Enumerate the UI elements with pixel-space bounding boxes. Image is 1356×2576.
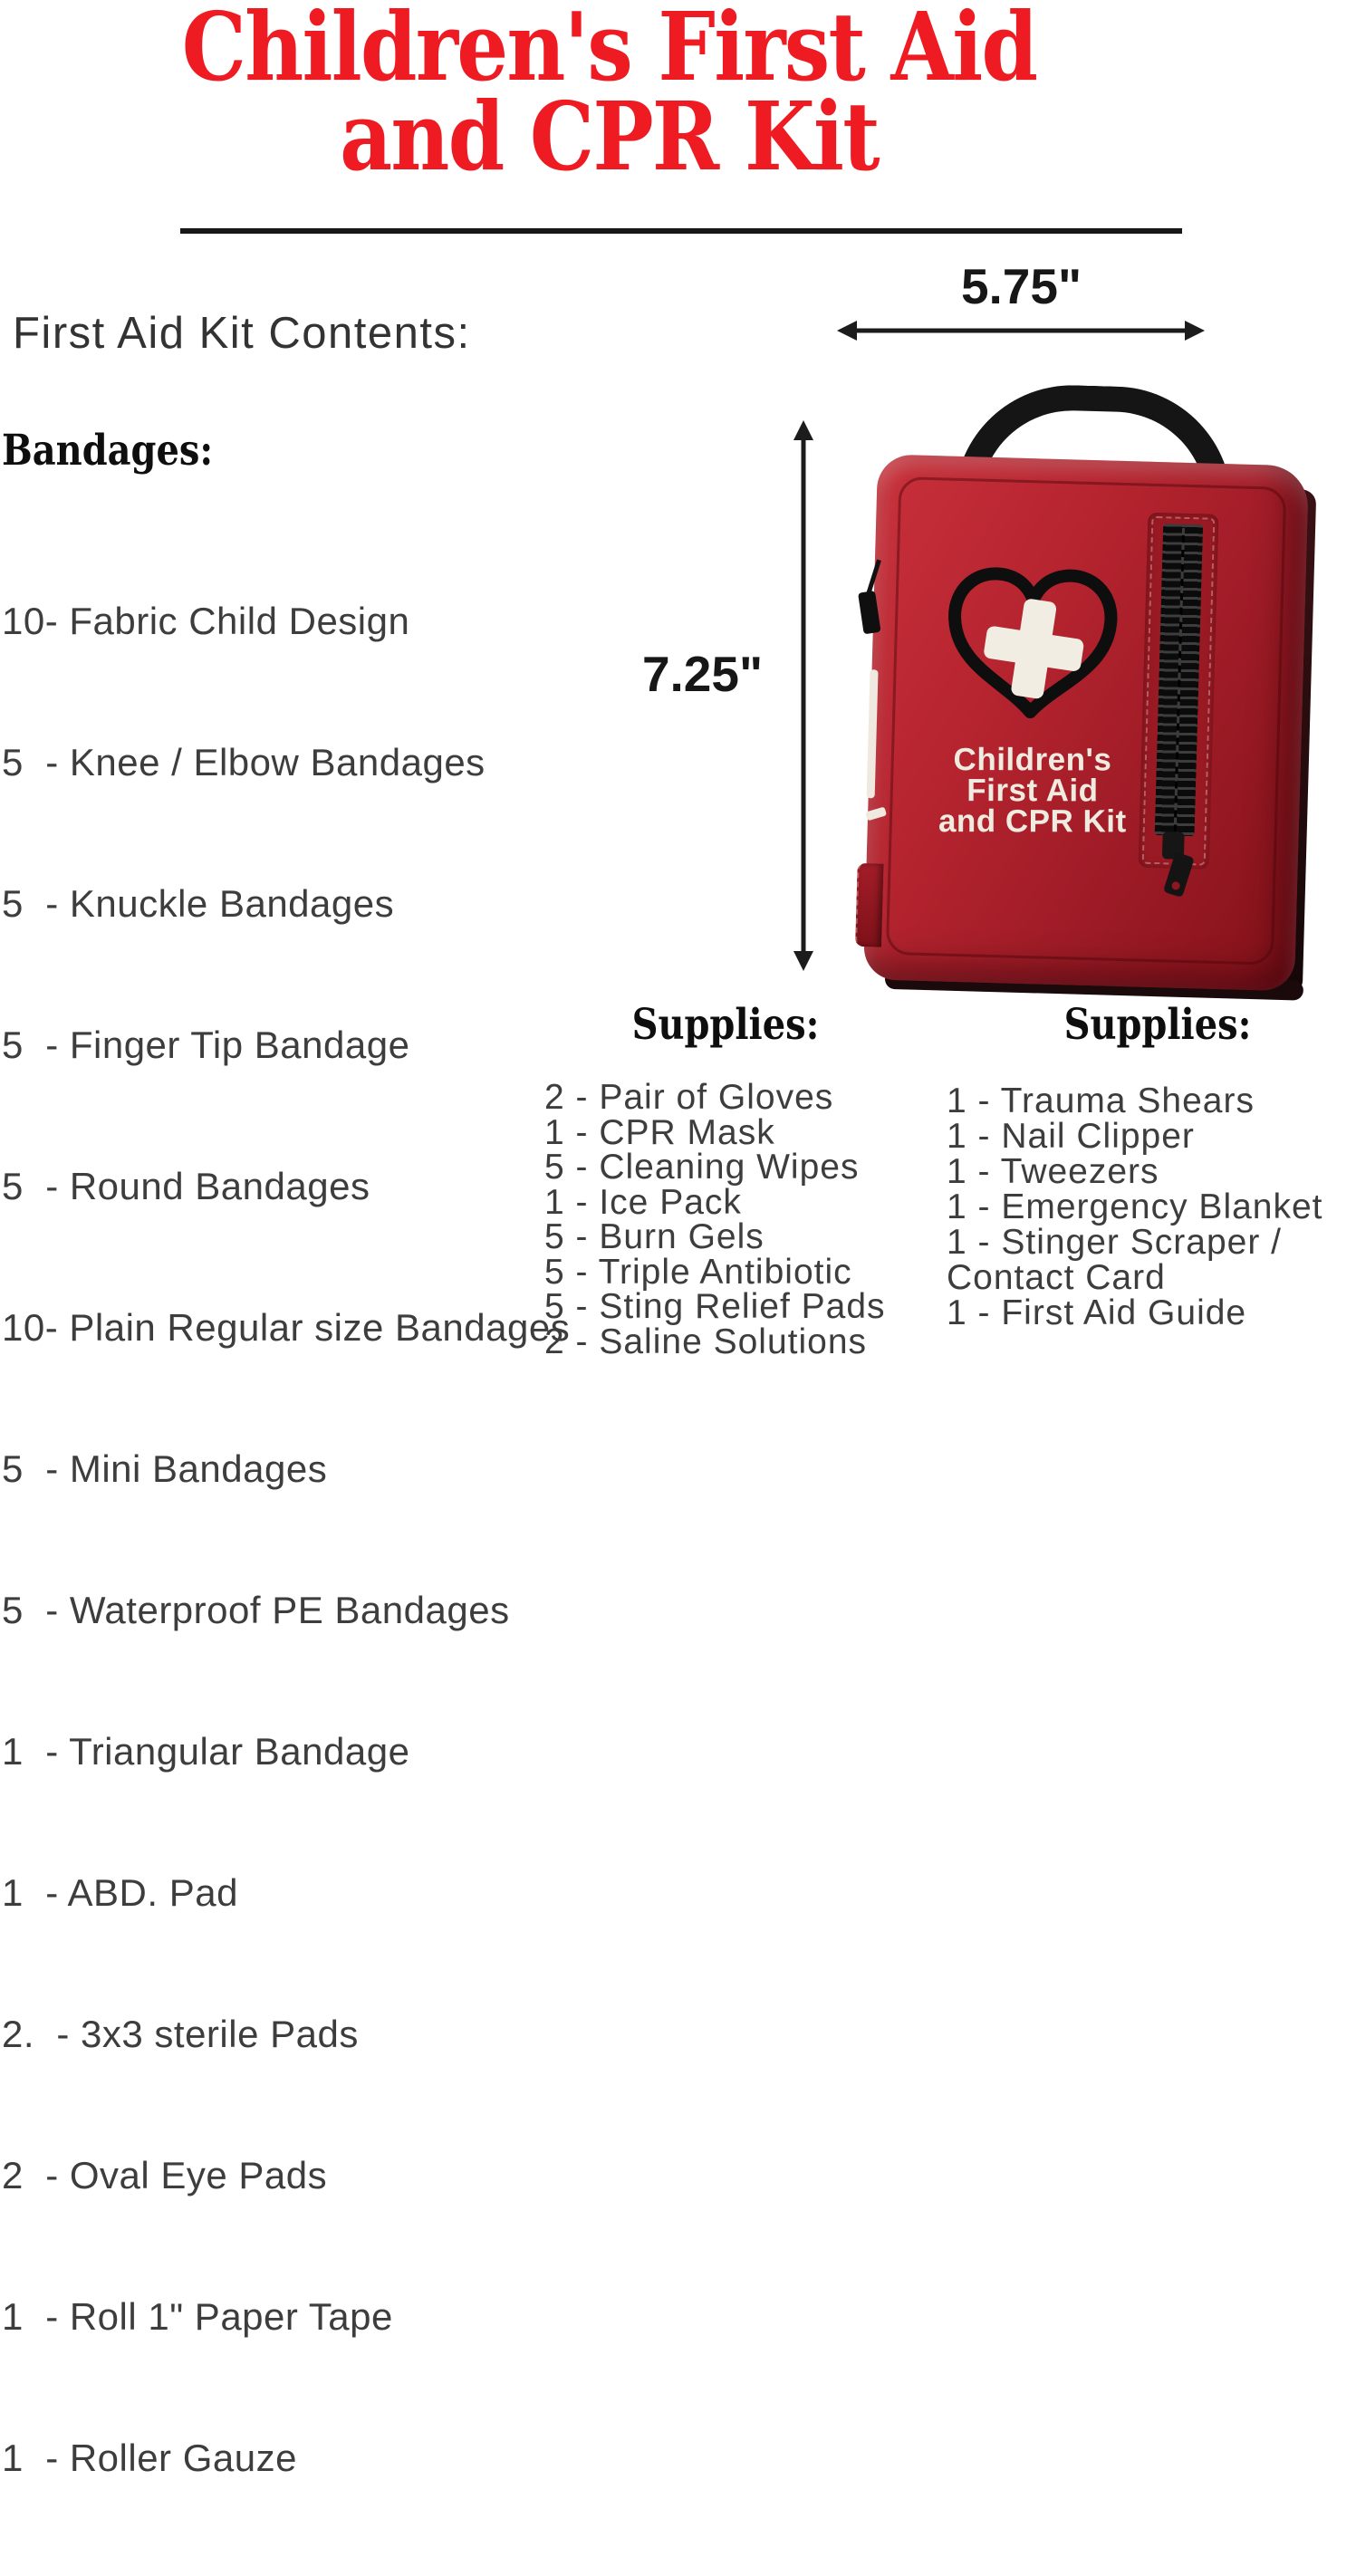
list-item: 1 - CPR Mask [544,1112,775,1152]
first-aid-bag-illustration [863,378,1316,995]
list-item: 1 - Triangular Bandage [2,1730,410,1773]
list-item: 2. - 3x3 sterile Pads [2,2013,359,2055]
list-item: 2 - Saline Solutions [544,1322,868,1361]
supplies-list-right [947,1083,1356,1331]
list-item: 10- Fabric Child Design [2,600,410,642]
side-zipper-pull [858,591,881,634]
bag-label-line2: First Aid [967,773,1099,809]
list-item: 1 - Roll 1" Paper Tape [2,2295,393,2338]
bag-printed-label [901,742,1164,840]
side-logo-fragment-nub [865,807,887,822]
width-dimension-arrow-icon [835,319,1207,342]
list-item: 10- Plain Regular size Bandages [2,1306,571,1349]
bag-body [863,454,1309,991]
bag-bottom-edge [885,969,1303,1001]
list-item: 5 - Sting Relief Pads [544,1287,886,1326]
list-item: 1 - Tweezers [947,1152,1159,1191]
bag-right-edge [1286,489,1317,995]
supplies-heading-right: Supplies: [1063,1000,1252,1050]
side-fabric-tab [855,863,884,947]
supplies-list-middle [544,1078,907,1361]
zipper-teeth-centerline [1174,528,1185,832]
page-title-line1: Children's First Aid [181,0,1037,102]
list-item: 5 - Knee / Elbow Bandages [2,741,486,783]
list-item: 1 - Emergency Blanket [947,1187,1323,1226]
height-dimension-arrow-icon [790,418,817,973]
list-item: 5 - Cleaning Wipes [544,1148,860,1187]
list-item: 2 - Oval Eye Pads [2,2154,328,2196]
bandages-heading: Bandages: [2,426,214,476]
list-item: 2 - Pair of Gloves [544,1078,834,1117]
supplies-heading-middle: Supplies: [631,1000,820,1050]
bag-label-line1: Children's [953,742,1112,778]
contents-heading: First Aid Kit Contents: [13,309,471,358]
list-item: 1 - Roller Gauze [2,2437,297,2479]
heart-cross-logo-icon [930,544,1134,731]
page-title [85,0,1133,192]
list-item: 1 - Ice Pack [544,1182,742,1222]
zipper-teeth [1155,524,1204,836]
bandages-list [2,504,570,2576]
list-item: 1 - ABD. Pad [2,1871,238,1914]
height-dimension-label: 7.25" [641,646,764,702]
page-title-line2: and CPR Kit [340,81,879,192]
list-item: 1 - Stinger Scraper / Contact Card [947,1223,1282,1297]
list-item: 5 - Round Bandages [2,1165,370,1207]
list-item: 5 - Knuckle Bandages [2,882,395,925]
bag-label-line3: and CPR Kit [938,803,1127,840]
list-item: 5 - Burn Gels [544,1217,765,1256]
front-pocket-zipper [1139,513,1219,870]
list-item: 1 - Nail Clipper [947,1117,1195,1156]
width-dimension-label: 5.75" [960,258,1082,314]
side-logo-fragment [867,669,879,798]
zipper-pull-hole [1170,880,1180,890]
list-item: 1 - First Aid Guide [947,1293,1247,1332]
list-item: 5 - Triple Antibiotic [544,1252,852,1292]
list-item: 5 - Waterproof PE Bandages [2,1589,510,1631]
title-divider-line [180,228,1182,234]
list-item: 5 - Mini Bandages [2,1447,328,1490]
list-item: 5 - Finger Tip Bandage [2,1024,410,1066]
list-item: 1 - Trauma Shears [947,1081,1255,1120]
